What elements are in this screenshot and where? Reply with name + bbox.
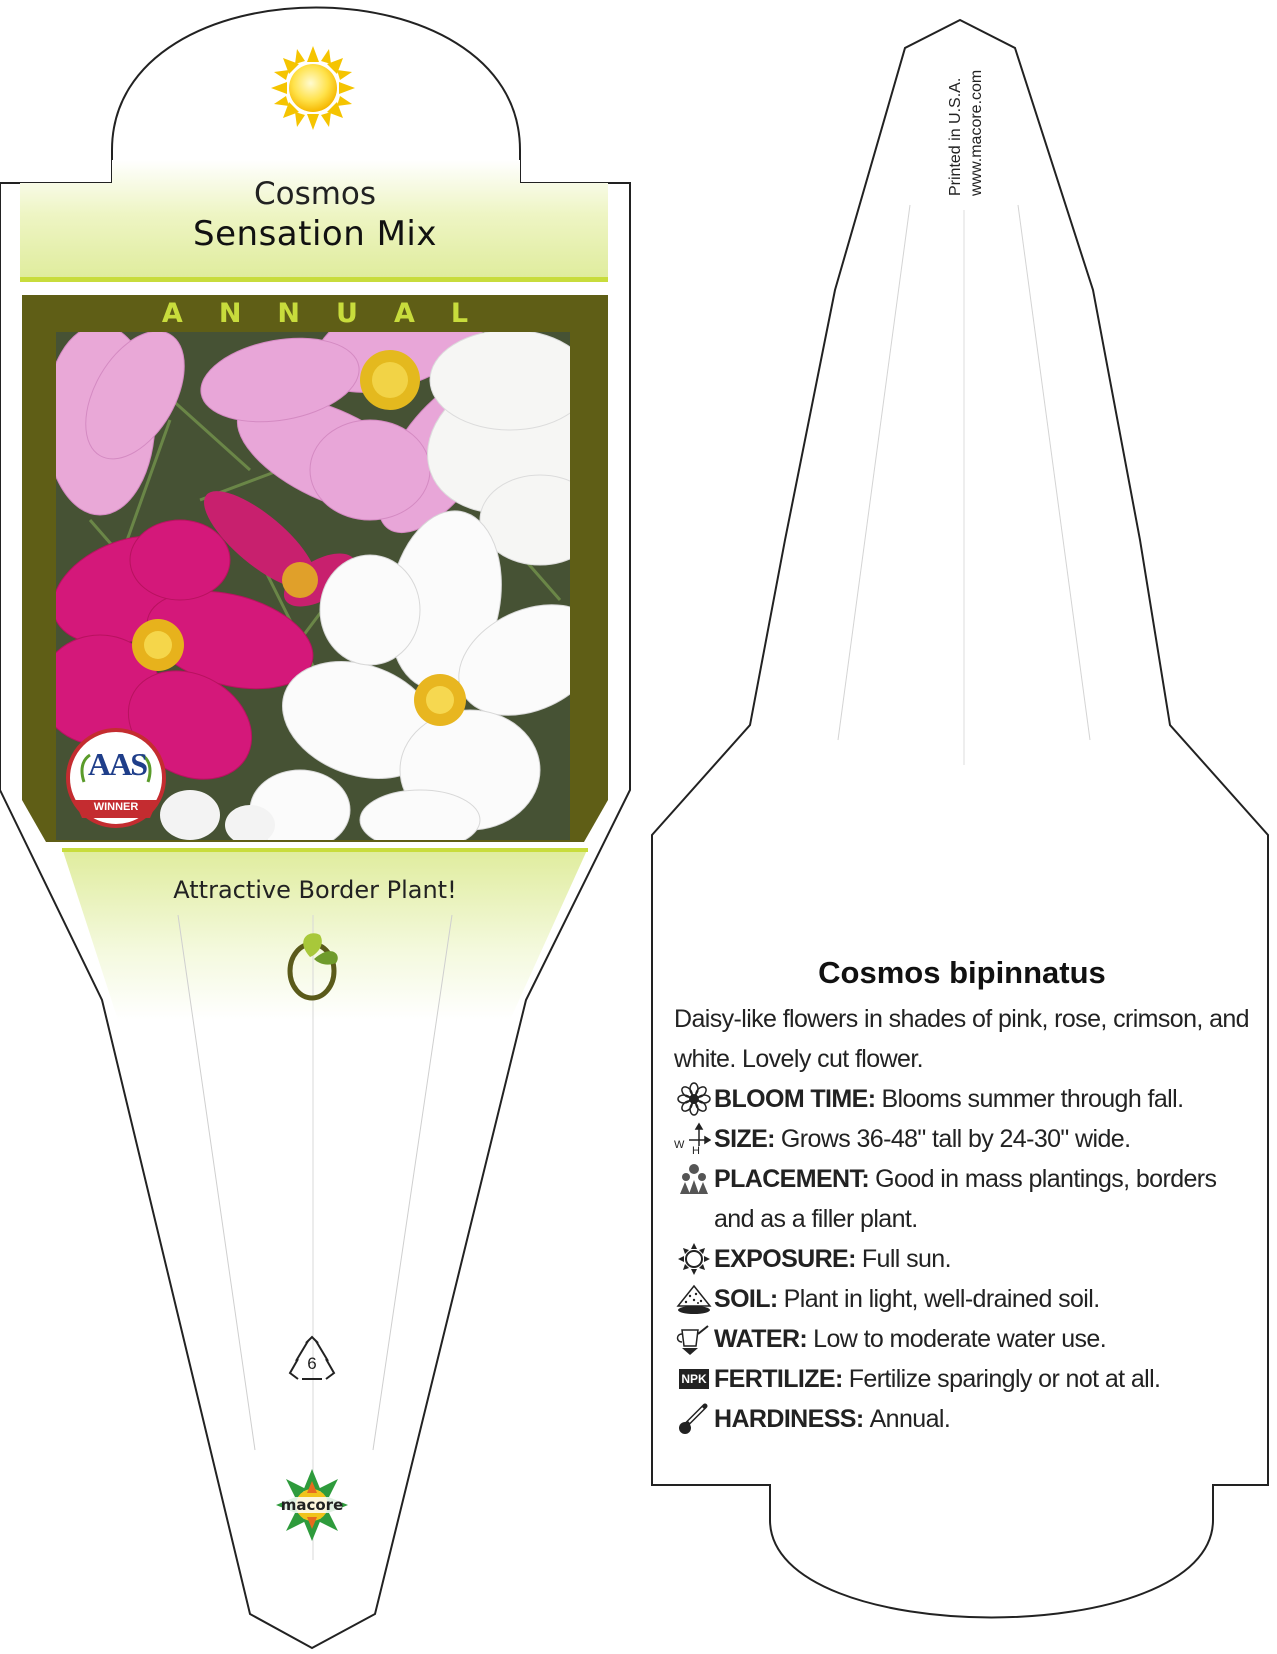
website: www.macore.com	[968, 69, 985, 196]
care-text: Annual.	[869, 1405, 951, 1433]
printed-info	[945, 70, 987, 196]
care-label: BLOOM TIME:	[714, 1085, 876, 1113]
tagline: Attractive Border Plant!	[173, 876, 457, 904]
care-text: Good in mass plantings, borders and as a filler plant.	[714, 1165, 1217, 1233]
category-letter: U	[336, 298, 358, 329]
common-name: Cosmos	[253, 176, 377, 212]
care-row-bloom	[674, 1079, 1250, 1119]
care-label: FERTILIZE:	[714, 1365, 843, 1393]
care-text: Blooms summer through fall.	[881, 1085, 1184, 1113]
category-letter: A	[393, 298, 415, 329]
full-sun-icon	[271, 46, 355, 130]
care-row-exposure	[674, 1239, 1250, 1279]
botanical-name: Cosmos bipinnatus	[818, 955, 1106, 990]
soil-icon	[674, 1279, 714, 1319]
sun-icon	[674, 1239, 714, 1279]
height-letter: H	[692, 1145, 700, 1157]
flower-icon	[674, 1079, 714, 1119]
care-label: EXPOSURE:	[714, 1245, 856, 1273]
care-label: PLACEMENT:	[714, 1165, 870, 1193]
care-label: SOIL:	[714, 1285, 778, 1313]
category-letter: A	[161, 298, 183, 329]
description: Daisy-like flowers in shades of pink, rose, crimson, and white. Lovely cut flower.	[674, 1005, 1249, 1073]
care-row-hardiness	[674, 1399, 1250, 1439]
care-text: Fertilize sparingly or not at all.	[848, 1365, 1161, 1393]
care-text: Grows 36-48" tall by 24-30" wide.	[780, 1125, 1131, 1153]
npk-icon	[674, 1359, 714, 1399]
care-row-placement	[674, 1159, 1250, 1239]
size-icon	[674, 1119, 714, 1159]
thermometer-icon	[674, 1399, 714, 1439]
care-row-soil	[674, 1279, 1250, 1319]
npk-label: NPK	[679, 1369, 708, 1389]
care-row-fertilize	[674, 1359, 1250, 1399]
category-letter: N	[218, 298, 242, 329]
printed-in: Printed in U.S.A.	[947, 77, 964, 196]
variety-name: Sensation Mix	[193, 214, 437, 254]
placement-icon	[674, 1159, 714, 1199]
category-letter: N	[277, 298, 301, 329]
care-label: WATER:	[714, 1325, 808, 1353]
plant-category	[22, 298, 608, 329]
care-text: Low to moderate water use.	[813, 1325, 1107, 1353]
brand-name: macore	[280, 1496, 344, 1514]
care-info	[674, 955, 1250, 1439]
care-row-water	[674, 1319, 1250, 1359]
aas-badge-winner: WINNER	[93, 801, 139, 813]
care-text: Full sun.	[861, 1245, 951, 1273]
aas-badge-title: AAS	[87, 746, 146, 782]
care-label: SIZE:	[714, 1125, 775, 1153]
care-row-size	[674, 1119, 1250, 1159]
recycle-code: 6	[307, 1354, 317, 1373]
care-label: HARDINESS:	[714, 1405, 864, 1433]
watering-can-icon	[674, 1319, 714, 1359]
care-text: Plant in light, well-drained soil.	[783, 1285, 1100, 1313]
width-letter: W	[674, 1139, 684, 1151]
category-letter: L	[450, 298, 469, 329]
